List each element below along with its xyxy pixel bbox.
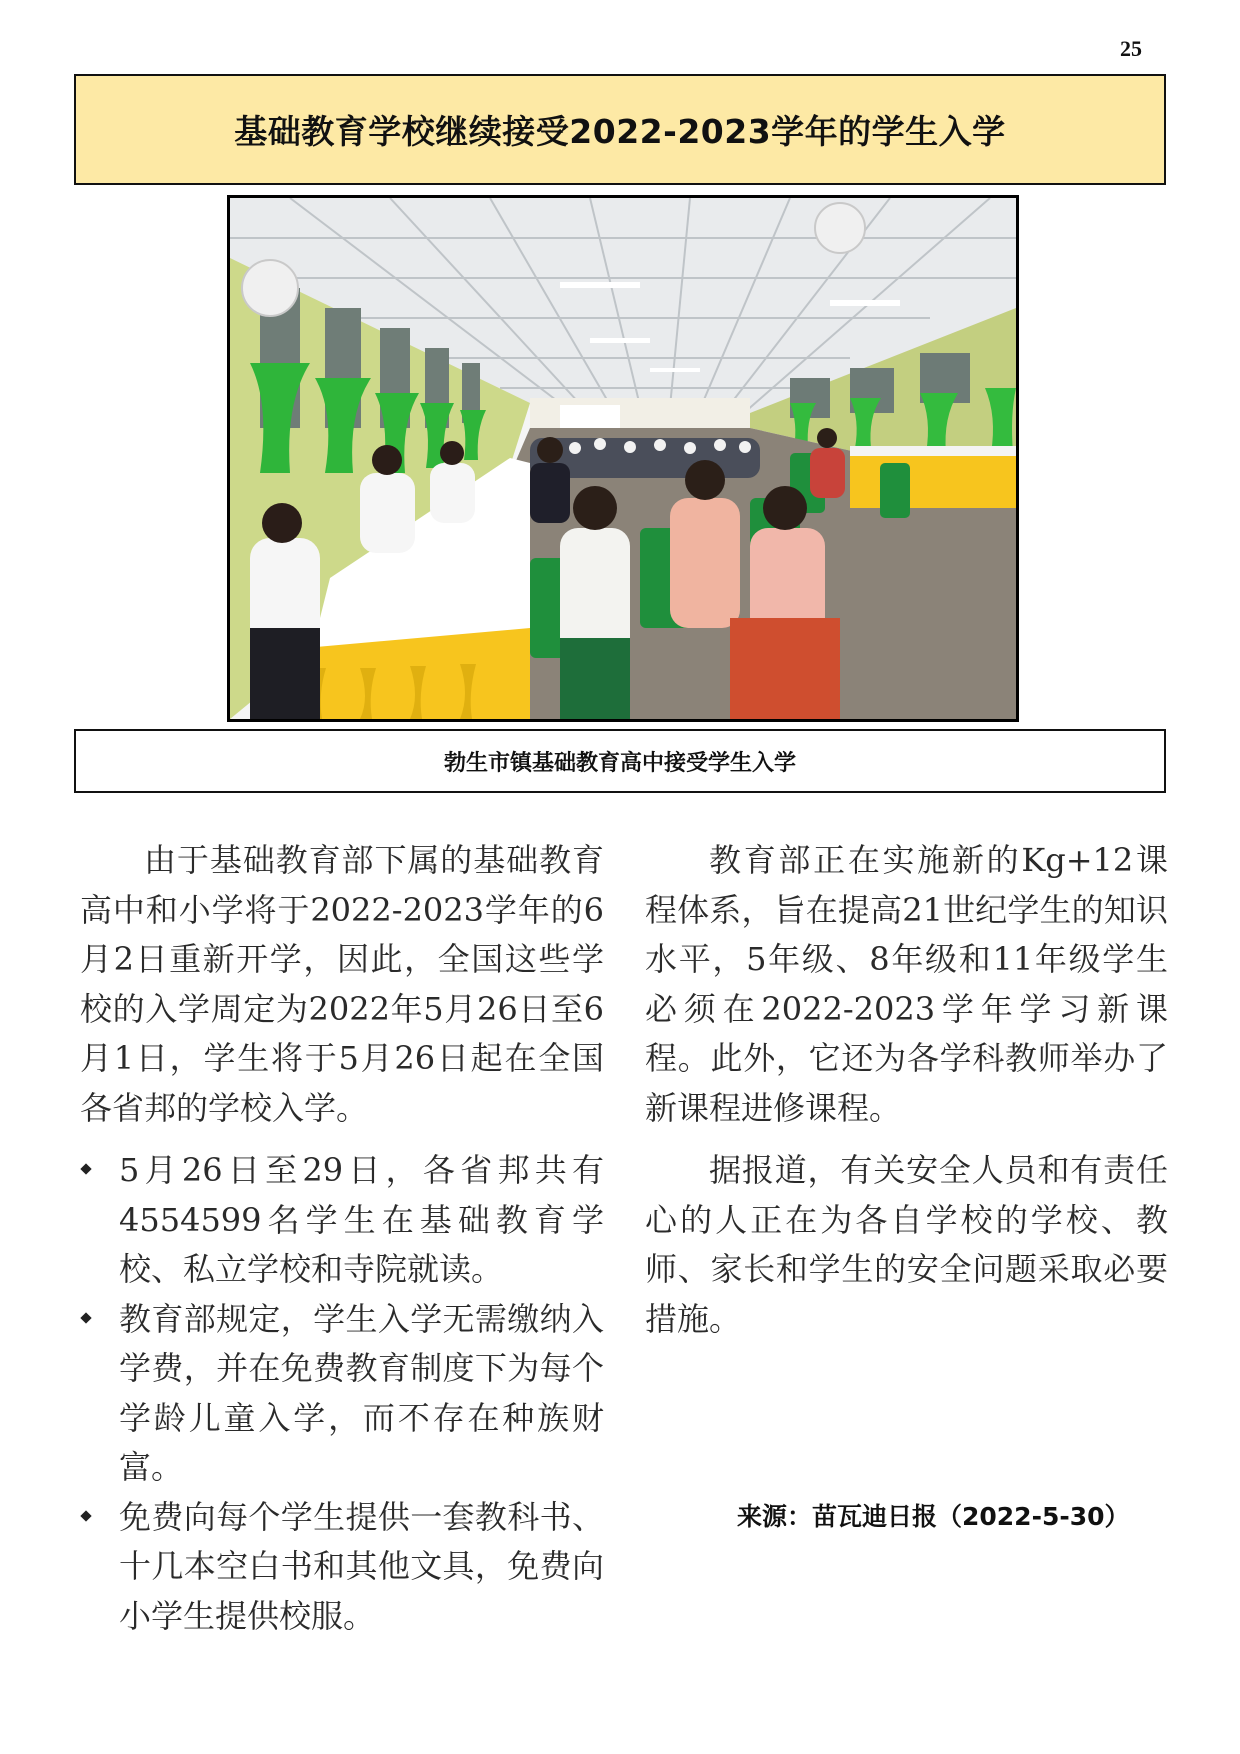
right-column	[645, 836, 1168, 1344]
list-item	[80, 1295, 604, 1493]
body-paragraph: 教育部正在实施新的Kg+12课程体系，旨在提高21世纪学生的知识水平，5年级、8年级和11年级学生必须在2022-2023学年学习新课程。此外，它还为各学科教师举办了新课程进修课程。	[645, 841, 1168, 1127]
diamond-bullet-icon	[80, 1312, 91, 1323]
list-item	[80, 1493, 604, 1642]
list-item-text: 5月26日至29日，各省邦共有4554599名学生在基础教育学校、私立学校和寺院就读。	[119, 1151, 604, 1288]
left-column	[80, 836, 604, 1641]
list-item	[80, 1146, 604, 1295]
article-photo	[227, 195, 1019, 722]
body-paragraph: 据报道，有关安全人员和有责任心的人正在为各自学校的学校、教师、家长和学生的安全问题采取必要措施。	[645, 1151, 1168, 1338]
title-banner	[74, 74, 1166, 185]
article-title: 基础教育学校继续接受2022-2023学年的学生入学	[234, 112, 1006, 151]
source-citation: 来源：苗瓦迪日报（2022-5-30）	[737, 1502, 1130, 1531]
list-item-text: 教育部规定，学生入学无需缴纳入学费，并在免费教育制度下为每个学龄儿童入学，而不存在种族财富。	[119, 1299, 604, 1486]
list-item-text: 免费向每个学生提供一套教科书、十几本空白书和其他文具，免费向小学生提供校服。	[119, 1497, 604, 1635]
page-number: 25	[1120, 36, 1142, 61]
school-enrollment-photo	[230, 198, 1016, 719]
diamond-bullet-icon	[80, 1510, 91, 1521]
photo-caption: 勃生市镇基础教育高中接受学生入学	[443, 750, 796, 776]
bullet-list	[80, 1146, 604, 1641]
intro-paragraph: 由于基础教育部下属的基础教育高中和小学将于2022-2023学年的6月2日重新开学，因此，全国这些学校的入学周定为2022年5月26日至6月1日，学生将于5月26日起在全国各省邦的学校入学。	[80, 841, 604, 1127]
photo-caption-box	[74, 729, 1166, 793]
diamond-bullet-icon	[80, 1163, 91, 1174]
